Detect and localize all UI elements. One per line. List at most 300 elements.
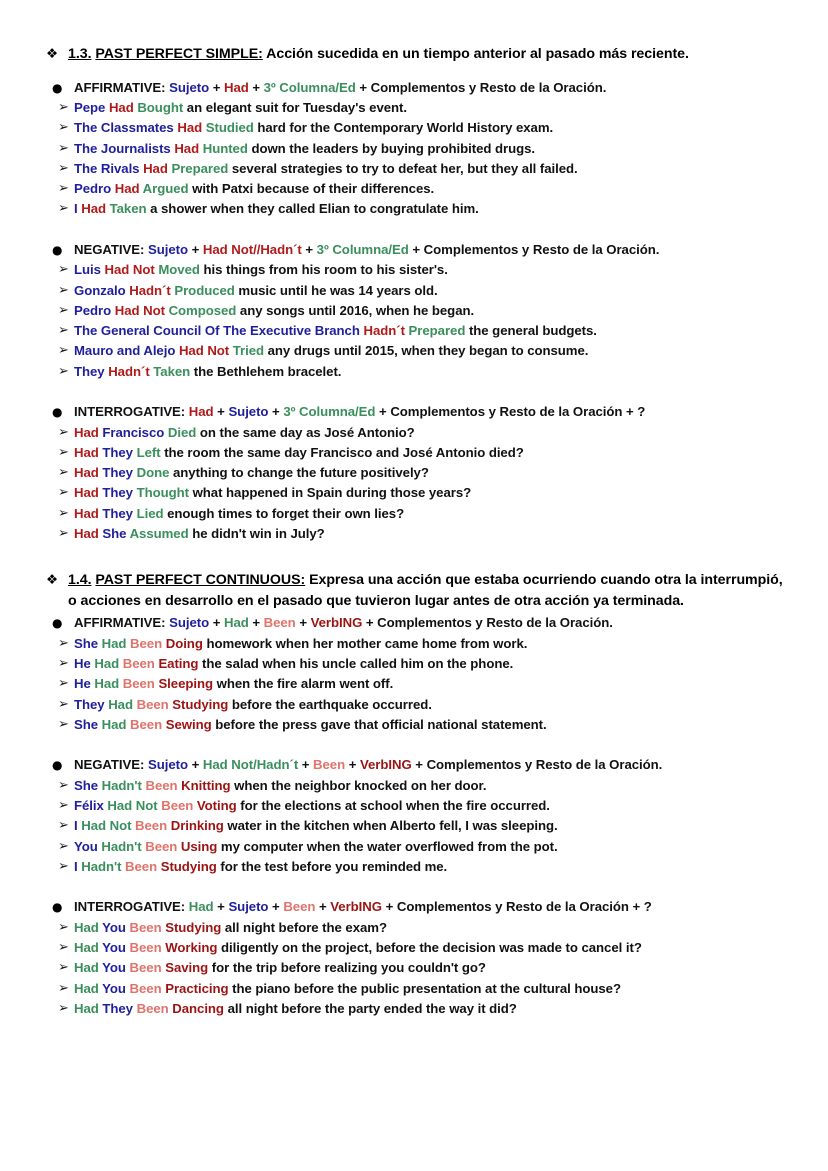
dot-bullet-icon: ●	[52, 242, 63, 257]
example-line	[44, 362, 788, 382]
floret-bullet-icon: ❖	[46, 46, 59, 62]
text-run: music until he was 14 years old.	[234, 282, 438, 298]
text-run: They	[74, 696, 109, 712]
form-formula	[74, 897, 788, 918]
text-run: Sujeto	[169, 615, 210, 631]
arrowhead-bullet-icon: ➢	[58, 485, 69, 501]
section-title: PAST PERFECT SIMPLE:	[95, 46, 263, 62]
form-line-negative	[44, 755, 788, 776]
arrowhead-bullet-icon: ➢	[58, 656, 69, 672]
text-run: Studying	[172, 696, 229, 712]
text-run: several strategies to try to defeat her, but they all failed.	[228, 160, 578, 176]
section-heading-past-perfect-continuous	[44, 570, 788, 611]
form-label: NEGATIVE:	[74, 757, 145, 773]
text-run: before the press gave that official national statement.	[211, 717, 547, 733]
text-run: She	[74, 635, 102, 651]
text-run: Sujeto	[228, 404, 269, 420]
text-run: + Complementos y Resto de la Oración + ?	[381, 899, 652, 915]
text-run: Been	[129, 980, 166, 996]
spacer	[44, 220, 788, 240]
text-run: the room the same day Francisco and José Antonio died?	[160, 444, 524, 460]
example-line	[44, 857, 788, 877]
text-run: Had	[177, 120, 206, 136]
spacer	[44, 382, 788, 402]
floret-bullet-icon: ❖	[46, 572, 59, 589]
text-run: Francisco	[102, 424, 168, 440]
text-run: Pedro	[74, 302, 115, 318]
example-sentence	[74, 118, 788, 138]
example-sentence	[74, 524, 788, 544]
text-run: 3º Columna/Ed	[263, 79, 356, 95]
arrowhead-bullet-icon: ➢	[58, 980, 69, 996]
text-run: an elegant suit for Tuesday's event.	[183, 100, 407, 115]
example-sentence	[74, 958, 788, 978]
text-run: Been	[283, 899, 316, 915]
form-formula	[74, 78, 788, 99]
text-run: Sujeto	[169, 79, 210, 95]
arrowhead-bullet-icon: ➢	[58, 363, 69, 379]
text-run: +	[268, 899, 284, 915]
text-run: +	[345, 757, 360, 773]
example-sentence	[74, 443, 788, 463]
text-run: VerbING	[330, 899, 382, 915]
example-sentence	[74, 423, 788, 443]
text-run: Been	[161, 798, 197, 814]
example-line	[44, 281, 788, 301]
text-run: + Complementos y Resto de la Oración.	[362, 615, 613, 631]
text-run: Taken	[109, 201, 147, 217]
arrowhead-bullet-icon: ➢	[58, 635, 69, 651]
arrowhead-bullet-icon: ➢	[58, 526, 69, 542]
text-run: Hadn't	[101, 838, 146, 854]
form-line-affirmative	[44, 78, 788, 99]
example-line	[44, 918, 788, 938]
example-line	[44, 715, 788, 735]
text-run: Hadn´t	[108, 363, 154, 379]
text-run: for the trip before realizing you couldn't go?	[208, 960, 486, 976]
text-run: a shower when they called Elian to congratulate him.	[146, 201, 479, 217]
text-run: They	[102, 444, 137, 460]
text-run: diligently on the project, before the decision was made to cancel it?	[217, 940, 642, 956]
text-run: Been	[130, 635, 166, 651]
text-run: They	[102, 505, 137, 521]
text-run: Lied	[136, 505, 164, 521]
text-run: + Complementos y Resto de la Oración.	[408, 241, 660, 257]
document-content	[44, 44, 788, 1019]
text-run: VerbING	[360, 757, 412, 773]
form-label: AFFIRMATIVE:	[74, 79, 166, 95]
text-run: Prepared	[408, 323, 466, 339]
spacer	[44, 544, 788, 570]
text-run: Studied	[205, 120, 254, 136]
section-title: PAST PERFECT CONTINUOUS:	[95, 572, 306, 589]
text-run: Had Not	[104, 262, 159, 278]
text-run: he didn't win in July?	[188, 526, 325, 542]
arrowhead-bullet-icon: ➢	[58, 798, 69, 814]
form-label: NEGATIVE:	[74, 241, 145, 257]
arrowhead-bullet-icon: ➢	[58, 160, 69, 176]
text-run: Had	[74, 424, 103, 440]
text-run: They	[102, 485, 137, 501]
text-run: +	[268, 404, 284, 420]
arrowhead-bullet-icon: ➢	[58, 940, 69, 956]
text-run: She	[74, 717, 102, 733]
text-run: Had	[108, 100, 138, 115]
text-run: Had	[223, 79, 249, 95]
example-line	[44, 958, 788, 978]
text-run: Had Not	[81, 818, 136, 834]
example-line	[44, 674, 788, 694]
text-run: Had	[114, 181, 143, 197]
text-run: Sujeto	[148, 757, 188, 773]
arrowhead-bullet-icon: ➢	[58, 100, 69, 115]
text-run: Had Not	[107, 798, 162, 814]
example-line	[44, 524, 788, 544]
text-run: +	[295, 615, 311, 631]
example-line	[44, 695, 788, 715]
text-run: Hadn't	[101, 777, 146, 793]
text-run: Saving	[165, 960, 209, 976]
arrowhead-bullet-icon: ➢	[58, 302, 69, 318]
example-line	[44, 139, 788, 159]
example-line	[44, 118, 788, 138]
example-line	[44, 159, 788, 179]
text-run: I	[74, 859, 82, 875]
text-run: + Complementos y Resto de la Oración.	[411, 757, 663, 773]
text-run: Bought	[137, 100, 184, 115]
text-run: for the elections at school when the fire occurred.	[236, 798, 550, 814]
text-run: The Rivals	[74, 160, 144, 176]
text-run: Sujeto	[148, 241, 188, 257]
arrowhead-bullet-icon: ➢	[58, 960, 69, 976]
section-title-text	[68, 44, 788, 65]
form-label: AFFIRMATIVE:	[74, 615, 166, 631]
dot-bullet-icon: ●	[52, 616, 63, 631]
text-run: before the earthquake occurred.	[228, 696, 432, 712]
text-run: Sleeping	[158, 676, 213, 692]
text-run: the piano before the public presentation at the cultural house?	[228, 980, 621, 996]
text-run: You	[74, 838, 102, 854]
text-run: Composed	[168, 302, 237, 318]
arrowhead-bullet-icon: ➢	[58, 1001, 69, 1016]
text-run: +	[213, 899, 229, 915]
example-line	[44, 837, 788, 857]
text-run: the general budgets.	[465, 323, 597, 339]
text-run: Hadn´t	[363, 323, 409, 339]
text-run: the Bethlehem bracelet.	[190, 363, 342, 379]
text-run: down the leaders by buying prohibited drugs.	[247, 140, 536, 156]
text-run: Had	[74, 444, 103, 460]
text-run: all night before the exam?	[221, 919, 387, 935]
text-run: Had	[81, 201, 110, 217]
text-run: +	[315, 899, 331, 915]
form-line-negative	[44, 240, 788, 261]
arrowhead-bullet-icon: ➢	[58, 505, 69, 521]
arrowhead-bullet-icon: ➢	[58, 424, 69, 440]
text-run: Had Not	[178, 343, 233, 359]
example-line	[44, 654, 788, 674]
text-run: She	[74, 777, 102, 793]
text-run: Been	[136, 696, 173, 712]
text-run: The General Council Of The Executive Branch	[74, 323, 364, 339]
text-run: Doing	[165, 635, 203, 651]
text-run: Had	[101, 717, 131, 733]
example-sentence	[74, 159, 788, 179]
text-run: Pepe	[74, 100, 109, 115]
example-sentence	[74, 321, 788, 341]
form-line-interrogative	[44, 897, 788, 918]
text-run: I	[74, 818, 82, 834]
example-sentence	[74, 999, 788, 1019]
example-sentence	[74, 715, 788, 735]
example-line	[44, 634, 788, 654]
text-run: Hadn´t	[129, 282, 175, 298]
text-run: Been	[125, 859, 161, 875]
example-line	[44, 199, 788, 219]
text-run: Been	[122, 656, 159, 672]
text-run: Had	[94, 676, 123, 692]
text-run: what happened in Spain during those years?	[188, 485, 472, 501]
example-line	[44, 98, 788, 118]
text-run: Mauro and Alejo	[74, 343, 179, 359]
text-run: +	[301, 241, 317, 257]
text-run: Left	[136, 444, 161, 460]
section-heading-past-perfect-simple	[44, 44, 788, 65]
text-run: Argued	[142, 181, 189, 197]
section-number: 1.4.	[68, 572, 92, 589]
text-run: Moved	[158, 262, 200, 278]
text-run: Been	[313, 757, 346, 773]
text-run: his things from his room to his sister's.	[199, 262, 448, 278]
text-run: She	[102, 526, 130, 542]
example-sentence	[74, 857, 788, 877]
text-run: with Patxi because of their differences.	[188, 181, 435, 197]
arrowhead-bullet-icon: ➢	[58, 859, 69, 875]
example-sentence	[74, 179, 788, 199]
text-run: Had Not	[114, 302, 169, 318]
text-run: Had	[74, 1001, 103, 1016]
text-run: Gonzalo	[74, 282, 130, 298]
section-description: Acción sucedida en un tiempo anterior al pasado más reciente.	[266, 46, 689, 62]
text-run: Done	[136, 465, 170, 481]
arrowhead-bullet-icon: ➢	[58, 120, 69, 136]
text-run: when the fire alarm went off.	[213, 676, 394, 692]
text-run: Died	[167, 424, 197, 440]
dot-bullet-icon: ●	[52, 405, 63, 420]
text-run: any songs until 2016, when he began.	[236, 302, 475, 318]
section-number: 1.3.	[68, 46, 92, 62]
text-run: Been	[129, 940, 166, 956]
text-run: Studying	[160, 859, 217, 875]
text-run: Had	[108, 696, 137, 712]
text-run: 3º Columna/Ed	[316, 241, 409, 257]
arrowhead-bullet-icon: ➢	[58, 140, 69, 156]
example-line	[44, 341, 788, 361]
example-line	[44, 999, 788, 1019]
dot-bullet-icon: ●	[52, 900, 63, 915]
text-run: all night before the party ended the way it did?	[223, 1001, 517, 1016]
text-run: You	[102, 960, 130, 976]
dot-bullet-icon: ●	[52, 758, 63, 773]
text-run: + Complementos y Resto de la Oración.	[355, 79, 607, 95]
arrowhead-bullet-icon: ➢	[58, 919, 69, 935]
arrowhead-bullet-icon: ➢	[58, 696, 69, 712]
section-title-text	[68, 570, 788, 611]
example-line	[44, 796, 788, 816]
text-run: +	[248, 79, 264, 95]
text-run: Produced	[174, 282, 235, 298]
example-sentence	[74, 362, 788, 382]
text-run: He	[74, 676, 95, 692]
text-run: You	[102, 940, 130, 956]
text-run: Had	[188, 899, 214, 915]
text-run: +	[188, 241, 203, 257]
text-run: Hadn't	[81, 859, 126, 875]
arrowhead-bullet-icon: ➢	[58, 465, 69, 481]
example-line	[44, 463, 788, 483]
text-run: Knitting	[181, 777, 231, 793]
text-run: I	[74, 201, 82, 217]
text-run: Sewing	[165, 717, 212, 733]
example-sentence	[74, 504, 788, 524]
example-sentence	[74, 301, 788, 321]
example-sentence	[74, 695, 788, 715]
arrowhead-bullet-icon: ➢	[58, 343, 69, 359]
example-sentence	[74, 463, 788, 483]
text-run: my computer when the water overflowed from the pot.	[217, 838, 558, 854]
example-sentence	[74, 979, 788, 999]
text-run: when the neighbor knocked on her door.	[230, 777, 487, 793]
arrowhead-bullet-icon: ➢	[58, 676, 69, 692]
example-line	[44, 776, 788, 796]
text-run: Assumed	[129, 526, 189, 542]
arrowhead-bullet-icon: ➢	[58, 777, 69, 793]
form-formula	[74, 402, 788, 423]
arrowhead-bullet-icon: ➢	[58, 838, 69, 854]
example-sentence	[74, 260, 788, 280]
spacer	[44, 735, 788, 755]
text-run: Had	[174, 140, 203, 156]
text-run: Dancing	[172, 1001, 224, 1016]
text-run: +	[248, 615, 264, 631]
example-sentence	[74, 938, 788, 958]
text-run: Had	[74, 505, 103, 521]
example-sentence	[74, 816, 788, 836]
text-run: on the same day as José Antonio?	[196, 424, 415, 440]
text-run: Eating	[158, 656, 199, 672]
arrowhead-bullet-icon: ➢	[58, 181, 69, 197]
text-run: Had	[74, 485, 103, 501]
section-description: Expresa una acción que estaba ocurriendo cuando otra la interrumpió, o acciones en desarrollo en el pasado que tuvieron lugar antes de otra acción ya terminada.	[68, 572, 783, 609]
text-run: Been	[145, 777, 182, 793]
text-run: Been	[129, 919, 166, 935]
example-line	[44, 938, 788, 958]
text-run: They	[102, 465, 137, 481]
example-sentence	[74, 139, 788, 159]
form-label: INTERROGATIVE:	[74, 899, 186, 915]
arrowhead-bullet-icon: ➢	[58, 323, 69, 339]
example-sentence	[74, 837, 788, 857]
text-run: Voting	[196, 798, 237, 814]
text-run: Had	[94, 656, 123, 672]
text-run: +	[298, 757, 314, 773]
text-run: Had Not/Hadn´t	[202, 757, 299, 773]
form-formula	[74, 755, 788, 776]
text-run: Studying	[165, 919, 222, 935]
text-run: Thought	[136, 485, 189, 501]
text-run: Pedro	[74, 181, 115, 197]
example-line	[44, 443, 788, 463]
text-run: VerbING	[310, 615, 363, 631]
example-sentence	[74, 199, 788, 219]
text-run: Using	[180, 838, 218, 854]
form-line-affirmative	[44, 613, 788, 634]
text-run: +	[188, 757, 203, 773]
text-run: Had	[74, 526, 103, 542]
text-run: He	[74, 656, 95, 672]
example-line	[44, 483, 788, 503]
example-sentence	[74, 98, 788, 118]
text-run: Practicing	[165, 980, 229, 996]
text-run: +	[209, 79, 224, 95]
form-label: INTERROGATIVE:	[74, 404, 186, 420]
text-run: 3º Columna/Ed	[283, 404, 376, 420]
text-run: Hunted	[202, 140, 248, 156]
text-run: Prepared	[171, 160, 229, 176]
example-sentence	[74, 674, 788, 694]
text-run: homework when her mother came home from work.	[202, 635, 528, 651]
text-run: Had	[188, 404, 214, 420]
arrowhead-bullet-icon: ➢	[58, 717, 69, 733]
example-line	[44, 979, 788, 999]
text-run: for the test before you reminded me.	[216, 859, 448, 875]
text-run: Working	[165, 940, 218, 956]
arrowhead-bullet-icon: ➢	[58, 262, 69, 278]
arrowhead-bullet-icon: ➢	[58, 201, 69, 217]
example-line	[44, 321, 788, 341]
text-run: +	[209, 615, 224, 631]
arrowhead-bullet-icon: ➢	[58, 818, 69, 834]
spacer	[44, 67, 788, 78]
text-run: They	[74, 363, 109, 379]
text-run: Had	[74, 940, 103, 956]
form-line-interrogative	[44, 402, 788, 423]
example-line	[44, 179, 788, 199]
text-run: + Complementos y Resto de la Oración + ?	[375, 404, 646, 420]
example-sentence	[74, 281, 788, 301]
text-run: Taken	[153, 363, 191, 379]
example-line	[44, 504, 788, 524]
text-run: Sujeto	[228, 899, 269, 915]
text-run: Been	[122, 676, 159, 692]
text-run: Had	[74, 960, 103, 976]
form-formula	[74, 240, 788, 261]
text-run: You	[102, 980, 130, 996]
example-sentence	[74, 634, 788, 654]
text-run: Tried	[232, 343, 265, 359]
example-sentence	[74, 341, 788, 361]
text-run: any drugs until 2015, when they began to consume.	[264, 343, 589, 359]
text-run: water in the kitchen when Alberto fell, I was sleeping.	[223, 818, 558, 834]
example-sentence	[74, 776, 788, 796]
text-run: Luis	[74, 262, 105, 278]
text-run: Been	[135, 818, 171, 834]
text-run: Had	[74, 919, 103, 935]
example-sentence	[74, 918, 788, 938]
dot-bullet-icon: ●	[52, 80, 63, 95]
example-line	[44, 301, 788, 321]
text-run: You	[102, 919, 130, 935]
